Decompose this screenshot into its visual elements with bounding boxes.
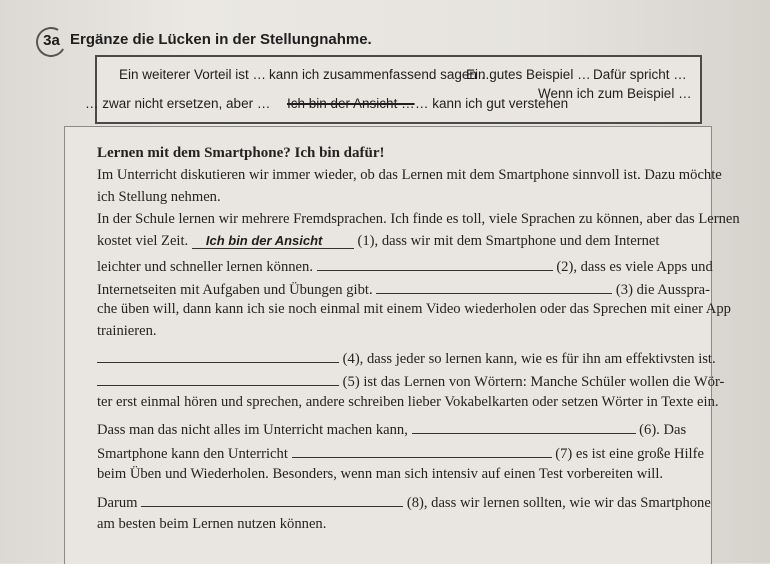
gap-6[interactable] <box>412 419 636 434</box>
text-line: Im Unterricht diskutieren wir immer wieder, ob das Lernen mit dem Smartphone sinnvoll ist. Dazu möchte <box>97 167 722 183</box>
gap-8[interactable] <box>141 492 403 507</box>
text-line: am besten beim Lernen nutzen können. <box>97 516 327 532</box>
text-line: beim Üben und Wiederholen. Besonders, wenn man sich intensiv auf einen Test vorbereiten will. <box>97 466 664 482</box>
phrase-2: kann ich zusammenfassend sagen … <box>269 67 495 82</box>
phrase-1: Ein weiterer Vorteil ist … <box>119 67 267 82</box>
statement-text-box <box>64 126 740 564</box>
gap-3[interactable] <box>376 279 612 294</box>
text-line: leichter und schneller lernen können. (2), dass es viele Apps und <box>97 256 713 276</box>
phrase-7-crossed-out: Ich bin der Ansicht … <box>287 96 415 111</box>
text-line: kostet viel Zeit. Ich bin der Ansicht (1), dass wir mit dem Smartphone und dem Internet <box>97 233 660 249</box>
text-line: ter erst einmal hören und sprechen, andere schreiben lieber Vokabelkarten oder setzen Wörter in Texte ein. <box>97 394 719 410</box>
text-line: trainieren. <box>97 323 157 339</box>
text-line: (5) ist das Lernen von Wörtern: Manche Schüler wollen die Wör- <box>97 371 724 391</box>
phrase-4: Dafür spricht … <box>593 67 687 82</box>
phrase-5: Wenn ich zum Beispiel … <box>538 86 692 101</box>
gap-4[interactable] <box>97 348 339 363</box>
text-line: (4), dass jeder so lernen kann, wie es für ihn am effektivsten ist. <box>97 348 716 368</box>
phrase-8: … kann ich gut verstehen <box>415 96 569 111</box>
statement-title: Lernen mit dem Smartphone? Ich bin dafür! <box>97 145 385 161</box>
gap-1-answer[interactable]: Ich bin der Ansicht <box>192 233 354 249</box>
phrase-3: Ein gutes Beispiel … <box>466 67 591 82</box>
text-line: Smartphone kann den Unterricht (7) es ist eine große Hilfe <box>97 443 704 463</box>
gap-2[interactable] <box>317 256 553 271</box>
phrase-box <box>85 55 702 124</box>
text-line: In der Schule lernen wir mehrere Fremdsprachen. Ich finde es toll, viele Sprachen zu können, aber das Lernen <box>97 211 740 227</box>
gap-5[interactable] <box>97 371 339 386</box>
task-number: 3a <box>40 30 63 50</box>
text-line: ich Stellung nehmen. <box>97 189 221 205</box>
text-line: che üben will, dann kann ich sie noch einmal mit einem Video wiederholen oder das Sprechen mit einer App <box>97 301 731 317</box>
phrase-6: … zwar nicht ersetzen, aber … <box>85 96 271 111</box>
text-line: Dass man das nicht alles im Unterricht machen kann, (6). Das <box>97 419 686 439</box>
gap-7[interactable] <box>292 443 552 458</box>
task-title: Ergänze die Lücken in der Stellungnahme. <box>70 31 372 48</box>
text-line: Darum (8), dass wir lernen sollten, wie wir das Smartphone <box>97 492 711 512</box>
text-line: Internetseiten mit Aufgaben und Übungen gibt. (3) die Ausspra- <box>97 279 710 299</box>
